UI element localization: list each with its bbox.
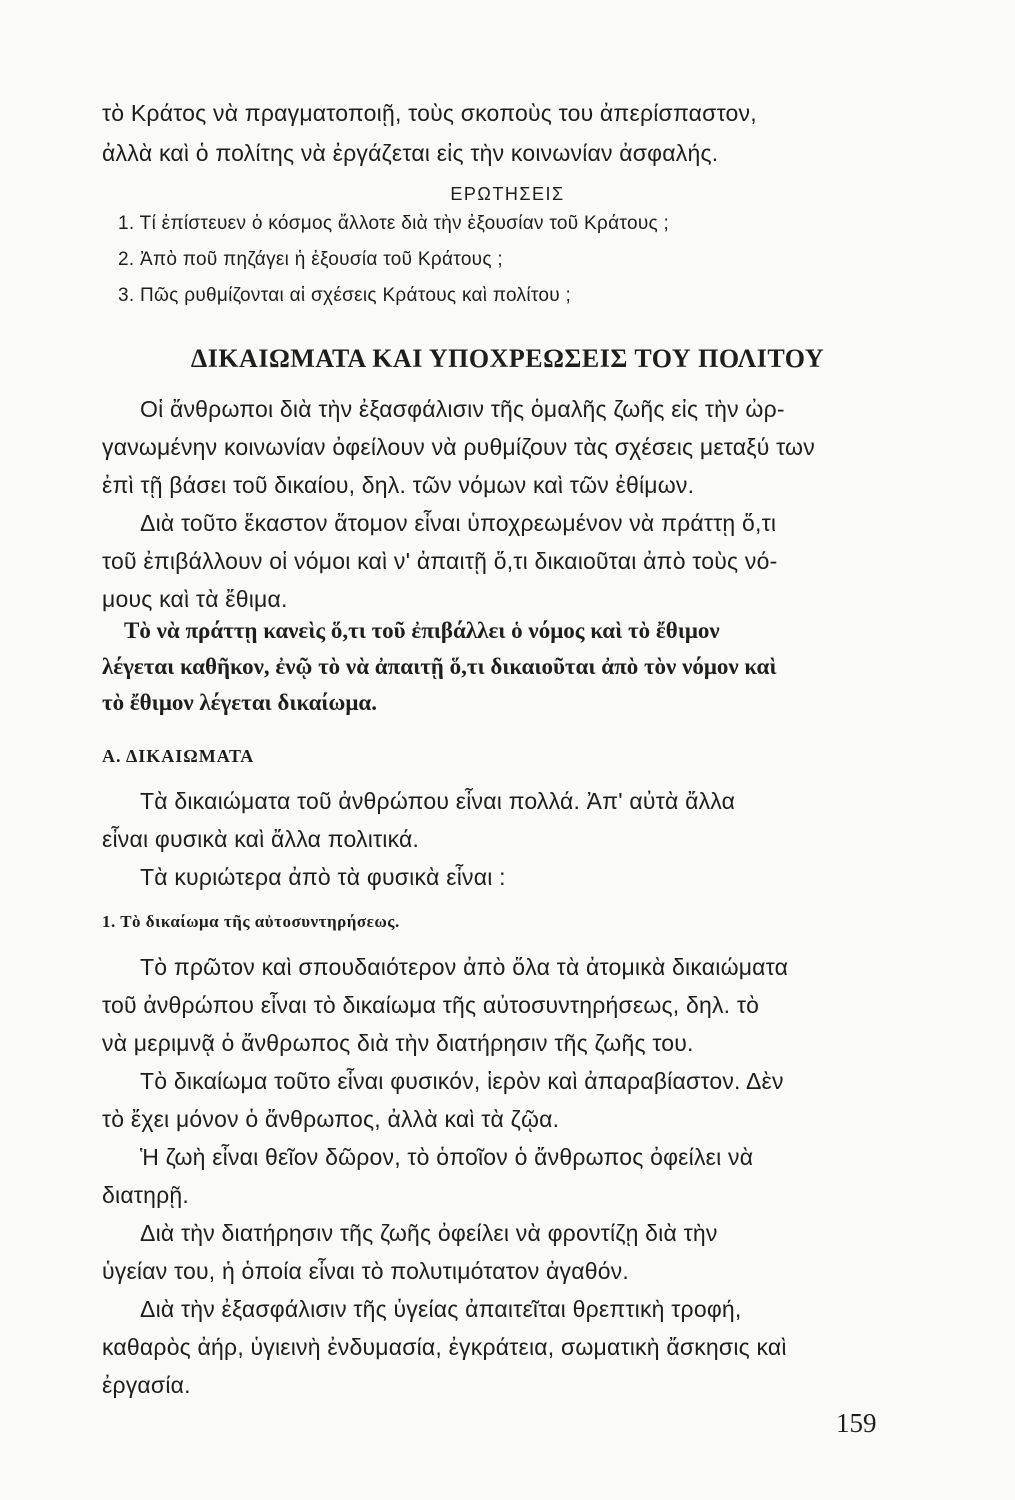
text-line: Διὰ τὴν διατήρησιν τῆς ζωῆς ὀφείλει νὰ φροντίζῃ διὰ τὴν bbox=[140, 1220, 718, 1246]
text-line: Τὰ δικαιώματα τοῦ ἀνθρώπου εἶναι πολλά. Ἀπ' αὐτὰ ἄλλα bbox=[140, 788, 736, 814]
text-line: Τὰ κυριώτερα ἀπὸ τὰ φυσικὰ εἶναι : bbox=[140, 864, 506, 890]
text-line: τὸ ἔχει μόνον ὁ ἄνθρωπος, ἀλλὰ καὶ τὰ ζῷα. bbox=[102, 1106, 560, 1132]
chapter-title: ΔΙΚΑΙΩΜΑΤΑ ΚΑΙ ΥΠΟΧΡΕΩΣΕΙΣ ΤΟΥ ΠΟΛΙΤΟΥ bbox=[190, 344, 825, 373]
text-line: ὑγείαν του, ἡ ὁποία εἶναι τὸ πολυτιμότατον ἀγαθόν. bbox=[102, 1258, 629, 1284]
text-line: ἐπὶ τῇ βάσει τοῦ δικαίου, δηλ. τῶν νόμων καὶ τῶν ἐθίμων. bbox=[102, 472, 695, 498]
text-line: καθαρὸς ἀήρ, ὑγιεινὴ ἐνδυμασία, ἐγκράτεια, σωματικὴ ἄσκησις καὶ bbox=[102, 1334, 787, 1360]
definition-line: Τὸ νὰ πράττῃ κανεὶς ὅ,τι τοῦ ἐπιβάλλει ὁ νόμος καὶ τὸ ἔθιμον bbox=[124, 618, 720, 643]
text-line: Διὰ τὴν ἐξασφάλισιν τῆς ὑγείας ἀπαιτεῖται θρεπτικὴ τροφή, bbox=[140, 1296, 742, 1322]
text-line: Τὸ πρῶτον καὶ σπουδαιότερον ἀπὸ ὅλα τὰ ἀτομικὰ δικαιώματα bbox=[140, 954, 789, 980]
text-line: τοῦ ἐπιβάλλουν οἱ νόμοι καὶ ν' ἀπαιτῇ ὅ,τι δικαιοῦται ἀπὸ τοὺς νό- bbox=[102, 548, 778, 574]
text-line: γανωμένην κοινωνίαν ὀφείλουν νὰ ρυθμίζουν τὰς σχέσεις μεταξύ των bbox=[102, 434, 815, 460]
question-item: 2. Ἀπὸ ποῦ πηζάγει ἡ ἐξουσία τοῦ Κράτους ; bbox=[118, 249, 503, 270]
page-number: 159 bbox=[836, 1408, 877, 1438]
text-line: διατηρῇ. bbox=[102, 1182, 189, 1208]
text-line: ἀλλὰ καὶ ὁ πολίτης νὰ ἐργάζεται εἰς τὴν κοινωνίαν ἀσφαλής. bbox=[102, 140, 719, 166]
questions-heading: ΕΡΩΤΗΣΕΙΣ bbox=[450, 184, 565, 204]
text-line: Ἡ ζωὴ εἶναι θεῖον δῶρον, τὸ ὁποῖον ὁ ἄνθρωπος ὀφείλει νὰ bbox=[140, 1144, 754, 1170]
text-line: τὸ Κράτος νὰ πραγματοποιῇ, τοὺς σκοποὺς του ἀπερίσπαστον, bbox=[102, 100, 757, 126]
text-line: Τὸ δικαίωμα τοῦτο εἶναι φυσικόν, ἱερὸν καὶ ἀπαραβίαστον. Δὲν bbox=[140, 1068, 784, 1094]
question-item: 1. Τί ἐπίστευεν ὁ κόσμος ἄλλοτε διὰ τὴν ἐξουσίαν τοῦ Κράτους ; bbox=[118, 213, 670, 234]
text-line: εἶναι φυσικὰ καὶ ἄλλα πολιτικά. bbox=[102, 826, 420, 852]
question-item: 3. Πῶς ρυθμίζονται αἱ σχέσεις Κράτους καὶ πολίτου ; bbox=[118, 285, 572, 306]
text-line: Οἱ ἄνθρωποι διὰ τὴν ἐξασφάλισιν τῆς ὁμαλῆς ζωῆς εἰς τὴν ὠρ- bbox=[140, 396, 785, 422]
definition-line: τὸ ἔθιμον λέγεται δικαίωμα. bbox=[102, 690, 377, 715]
subsection-heading: 1. Τὸ δικαίωμα τῆς αὐτοσυντηρήσεως. bbox=[102, 912, 400, 931]
section-heading: Α. ΔΙΚΑΙΩΜΑΤΑ bbox=[102, 746, 255, 766]
text-line: μους καὶ τὰ ἔθιμα. bbox=[102, 586, 288, 612]
text-line: νὰ μεριμνᾷ ὁ ἄνθρωπος διὰ τὴν διατήρησιν τῆς ζωῆς του. bbox=[102, 1030, 694, 1056]
text-line: Διὰ τοῦτο ἕκαστον ἄτομον εἶναι ὑποχρεωμένον νὰ πράττῃ ὅ,τι bbox=[140, 510, 777, 536]
text-line: τοῦ ἀνθρώπου εἶναι τὸ δικαίωμα τῆς αὐτοσυντηρήσεως, δηλ. τὸ bbox=[102, 992, 760, 1018]
text-line: ἐργασία. bbox=[102, 1372, 191, 1398]
definition-line: λέγεται καθῆκον, ἐνῷ τὸ νὰ ἀπαιτῇ ὅ,τι δικαιοῦται ἀπὸ τὸν νόμον καὶ bbox=[102, 654, 777, 679]
